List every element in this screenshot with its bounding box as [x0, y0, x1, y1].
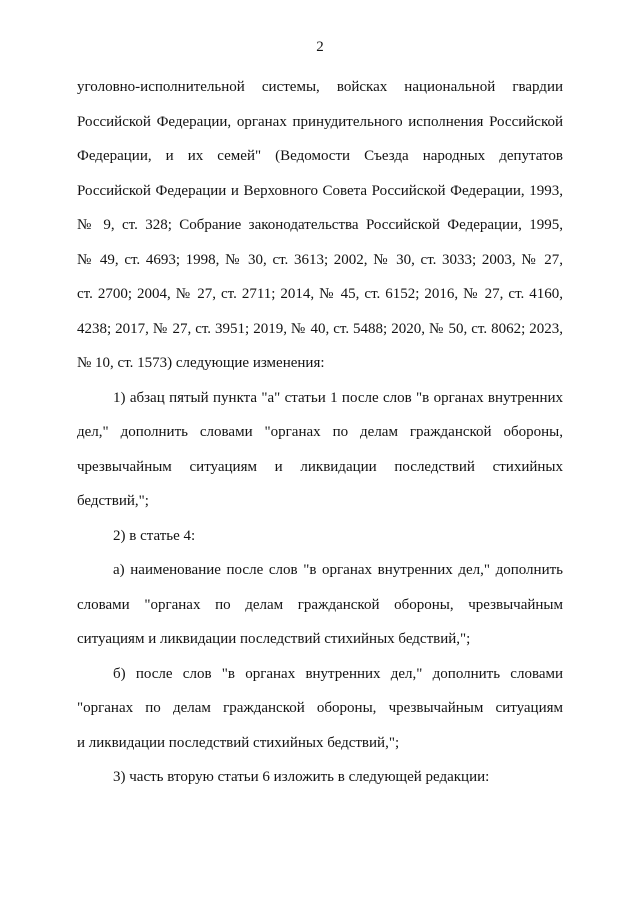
- text-line: Российской Федерации и Верховного Совета Российской Федерации, 1993,: [77, 182, 563, 199]
- text-line: 3) часть вторую статьи 6 изложить в следующей редакции:: [113, 769, 490, 785]
- text-line: № 9, ст. 328; Собрание законодательства Российской Федерации, 1995,: [77, 217, 563, 233]
- text-line: ситуациям и ликвидации последствий стихийных бедствий,";: [77, 631, 471, 647]
- text-line: б) после слов "в органах внутренних дел," дополнить словами: [113, 665, 563, 682]
- text-line: а) наименование после слов "в органах внутренних дел," дополнить: [113, 562, 563, 578]
- text-line: бедствий,";: [77, 493, 149, 509]
- text-line: 2) в статье 4:: [113, 527, 196, 544]
- text-line: уголовно-исполнительной системы, войсках национальной гвардии: [77, 79, 563, 95]
- page-number: 2: [316, 39, 324, 55]
- text-line: ст. 2700; 2004, № 27, ст. 2711; 2014, № 45, ст. 6152; 2016, № 27, ст. 4160,: [77, 286, 563, 302]
- text-line: 1) абзац пятый пункта "а" статьи 1 после слов "в органах внутренних: [113, 389, 563, 406]
- text-line: дел," дополнить словами "органах по делам гражданской обороны,: [77, 424, 563, 440]
- text-line: чрезвычайным ситуациям и ликвидации последствий стихийных: [77, 458, 563, 475]
- text-line: и ликвидации последствий стихийных бедствий,";: [77, 734, 400, 751]
- text-line: 4238; 2017, № 27, ст. 3951; 2019, № 40, ст. 5488; 2020, № 50, ст. 8062; 2023,: [77, 320, 563, 337]
- document-body: [77, 70, 563, 795]
- text-line: № 10, ст. 1573) следующие изменения:: [77, 355, 325, 371]
- text-line: Российской Федерации, органах принудительного исполнения Российской: [77, 113, 563, 130]
- text-line: "органах по делам гражданской обороны, чрезвычайным ситуациям: [77, 700, 563, 716]
- text-line: № 49, ст. 4693; 1998, № 30, ст. 3613; 2002, № 30, ст. 3033; 2003, № 27,: [77, 251, 563, 268]
- text-line: словами "органах по делам гражданской обороны, чрезвычайным: [77, 596, 563, 613]
- text-line: Федерации, и их семей" (Ведомости Съезда народных депутатов: [77, 148, 563, 164]
